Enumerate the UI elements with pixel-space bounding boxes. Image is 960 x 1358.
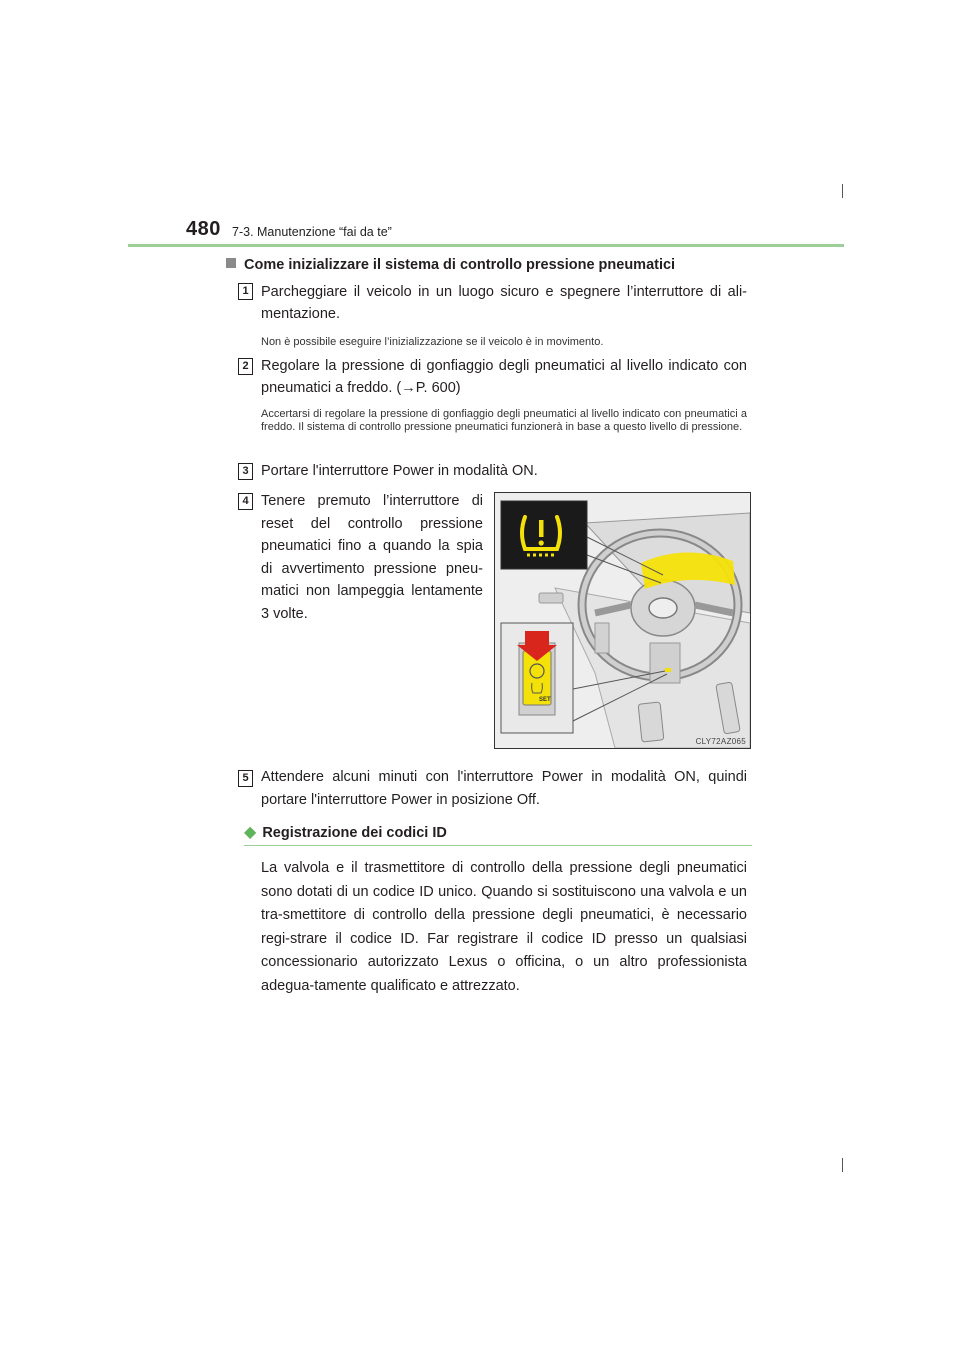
step-1-text: Parcheggiare il veicolo in un luogo sicuro e spegnere l’interruttore di ali-mentazione.	[261, 284, 747, 322]
dashboard-drawing	[495, 493, 750, 748]
step-2-note: Accertarsi di regolare la pressione di gonfiaggio degli pneumatici al livello indicato con pneumatici a freddo. Il sistema di controllo pressione pneumatici funzionerà in base a questo livello di pressione.	[261, 408, 747, 433]
crop-mark-top	[842, 184, 843, 198]
id-section-body: La valvola e il trasmettitore di controllo della pressione degli pneumatici sono dotati di un codice ID unico. Quando si sostituiscono una valvola e un tra-smettitore di controllo della pressione degli pneumatici, è necessario regi-strare il codice ID. Far registrare il codice ID presso un qualsiasi concessionario autorizzato Lexus o officina, o un altro professionista adegua-tamente qualificato e attrezzato.	[261, 860, 747, 994]
sub-heading	[226, 257, 675, 273]
step-badge-5: 5	[238, 770, 253, 787]
step-3-text: Portare l'interruttore Power in modalità ON.	[261, 463, 538, 479]
step-badge-1: 1	[238, 283, 253, 300]
figure-code: CLY72AZ065	[695, 737, 746, 746]
step-1-note: Non è possibile eseguire l’inizializzazione se il veicolo è in movimento.	[261, 336, 604, 348]
id-section-heading-text: Registrazione dei codici ID	[262, 825, 447, 841]
step-badge-2: 2	[238, 358, 253, 375]
diamond-bullet-icon: ◆	[244, 824, 257, 841]
step-4-text: Tenere premuto l’interruttore di reset del controllo pressione pneumatici fino a quando la spia di avvertimento pressione pneu-matici non lampeggia lentamente 3 volte.	[261, 493, 483, 622]
header-rule	[128, 244, 844, 247]
step-badge-4: 4	[238, 493, 253, 510]
section-title: 7-3. Manutenzione “fai da te”	[232, 225, 392, 239]
step-2-text: Regolare la pressione di gonfiaggio degli pneumatici al livello indicato con pneumatici a freddo. (→P. 600)	[261, 358, 747, 396]
set-button-label: SET	[539, 697, 551, 703]
square-bullet-icon	[226, 258, 236, 268]
id-section-heading	[244, 822, 447, 842]
step-badge-3: 3	[238, 463, 253, 480]
sub-heading-text: Come inizializzare il sistema di controllo pressione pneumatici	[244, 257, 676, 273]
crop-mark-bottom	[842, 1158, 843, 1172]
dashboard-illustration	[494, 492, 751, 749]
step-5-text: Attendere alcuni minuti con l'interruttore Power in modalità ON, quindi portare l'interruttore Power in posizione Off.	[261, 769, 747, 808]
page-number: 480	[186, 218, 221, 240]
id-section-rule	[244, 845, 752, 846]
